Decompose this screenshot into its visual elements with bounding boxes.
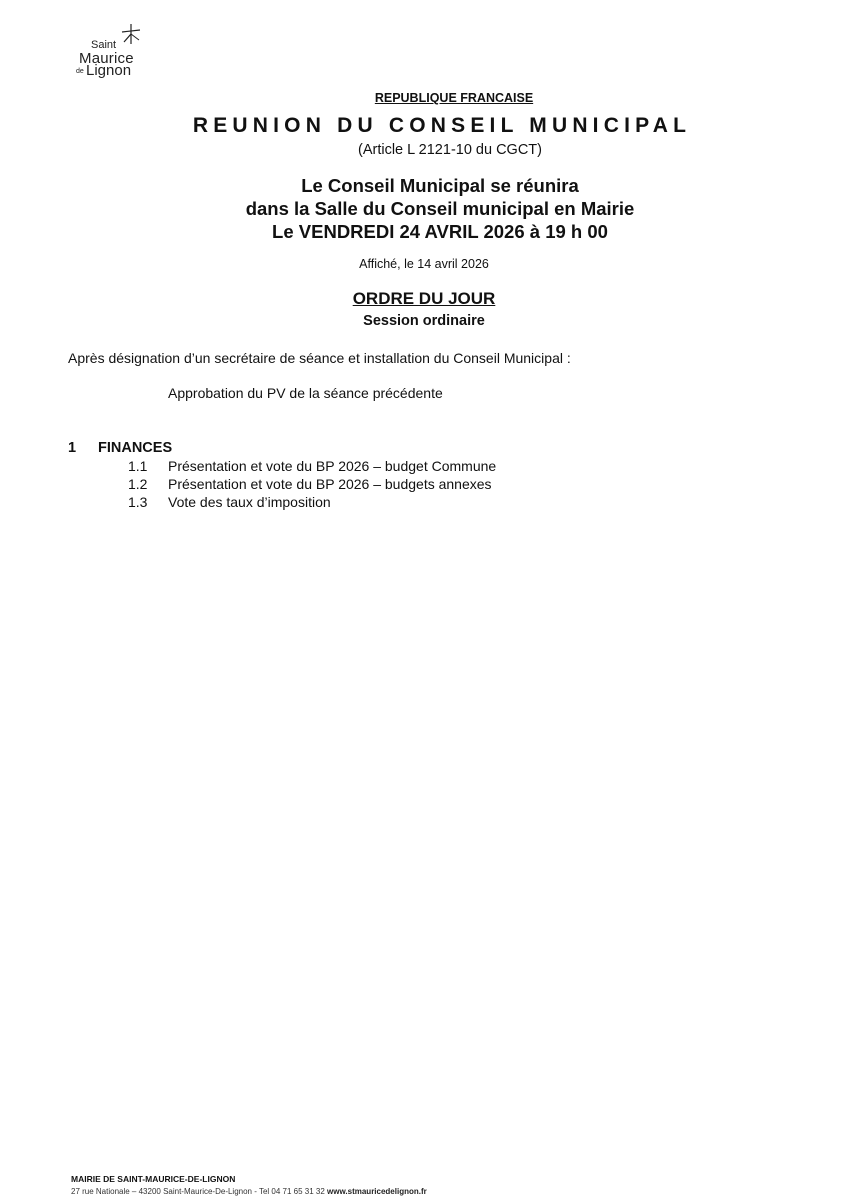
logo-text-saint: Saint [91, 39, 117, 51]
footer-address: 27 rue Nationale – 43200 Saint-Maurice-De-Lignon - Tel 04 71 65 31 32 [71, 1187, 328, 1196]
agenda-item-text: Vote des taux d’imposition [168, 494, 331, 510]
logo-emblem-icon [120, 22, 142, 46]
commune-logo [76, 22, 166, 82]
section-title: FINANCES [98, 440, 173, 456]
logo-text-de: de [76, 68, 84, 75]
session-type: Session ordinaire [363, 313, 485, 329]
logo-text-lignon: Lignon [86, 62, 132, 79]
agenda-item-number: 1.1 [128, 458, 148, 474]
posting-date: Affiché, le 14 avril 2026 [359, 257, 489, 271]
footer-mairie-name: MAIRIE DE SAINT-MAURICE-DE-LIGNON [71, 1174, 236, 1184]
document-title: REUNION DU CONSEIL MUNICIPAL [192, 114, 692, 137]
section-number: 1 [68, 440, 77, 456]
approval-item: Approbation du PV de la séance précédente [168, 385, 443, 401]
agenda-title: ORDRE DU JOUR [352, 289, 496, 308]
agenda-item-text: Présentation et vote du BP 2026 – budget Commune [168, 458, 497, 474]
convocation-date: Le VENDREDI 24 AVRIL 2026 à 19 h 00 [272, 221, 608, 242]
convocation-line-2: dans la Salle du Conseil municipal en Mairie [245, 198, 635, 219]
intro-text: Après désignation d’un secrétaire de séance et installation du Conseil Municipal : [68, 350, 571, 366]
footer-website: www.stmauricedelignon.fr [327, 1187, 427, 1196]
logo-text-maurice: Maurice [79, 50, 134, 67]
republique-heading: REPUBLIQUE FRANCAISE [374, 91, 534, 105]
agenda-item-text: Présentation et vote du BP 2026 – budgets annexes [168, 476, 492, 492]
footer-contact [71, 1187, 427, 1196]
article-reference: (Article L 2121-10 du CGCT) [357, 142, 542, 158]
agenda-item-number: 1.2 [128, 476, 148, 492]
convocation-line-1: Le Conseil Municipal se réunira [301, 175, 579, 196]
agenda-item-number: 1.3 [128, 494, 148, 510]
